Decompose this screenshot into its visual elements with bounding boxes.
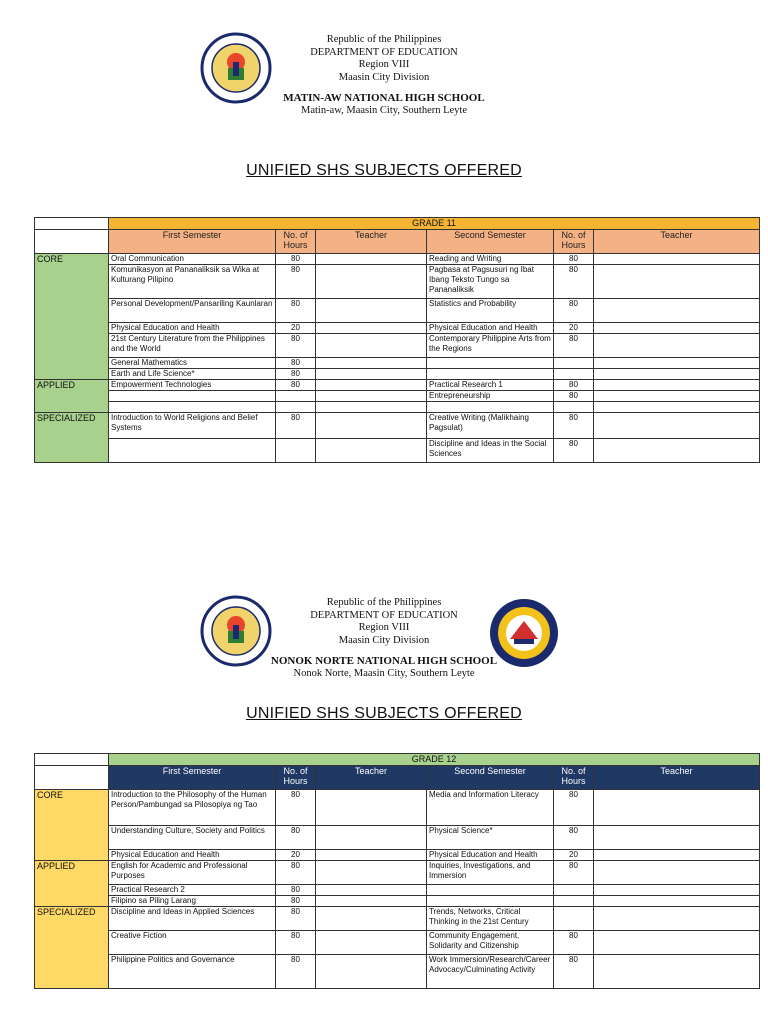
teacher-cell xyxy=(316,402,427,413)
empty-cell xyxy=(35,754,109,766)
second-sem-subject: Physical Education and Health xyxy=(427,850,554,861)
category-specialized: SPECIALIZED xyxy=(35,413,109,463)
first-sem-hours: 80 xyxy=(276,885,316,896)
table-row xyxy=(35,334,760,358)
first-sem-subject: Personal Development/Pansariling Kaunlaran xyxy=(109,299,276,323)
teacher-cell xyxy=(316,334,427,358)
teacher-cell xyxy=(316,391,427,402)
second-sem-hours xyxy=(554,907,594,931)
second-sem-hours: 80 xyxy=(554,254,594,265)
teacher-cell xyxy=(594,885,760,896)
teacher-cell xyxy=(594,299,760,323)
first-sem-subject: Understanding Culture, Society and Politics xyxy=(109,826,276,850)
first-sem-subject: Practical Research 2 xyxy=(109,885,276,896)
teacher-header: Teacher xyxy=(594,766,760,790)
category-core: CORE xyxy=(35,790,109,861)
second-sem-hours: 20 xyxy=(554,323,594,334)
second-sem-subject: Reading and Writing xyxy=(427,254,554,265)
first-sem-hours: 80 xyxy=(276,334,316,358)
first-sem-hours: 80 xyxy=(276,413,316,439)
table-row xyxy=(35,885,760,896)
second-sem-hours: 80 xyxy=(554,861,594,885)
first-sem-subject: Empowerment Technologies xyxy=(109,380,276,391)
first-sem-subject: Introduction to the Philosophy of the Human Person/Pambungad sa Pilosopiya ng Tao xyxy=(109,790,276,826)
second-semester-header: Second Semester xyxy=(427,230,554,254)
second-sem-hours: 80 xyxy=(554,391,594,402)
teacher-cell xyxy=(594,439,760,463)
school-name: MATIN-AW NATIONAL HIGH SCHOOL xyxy=(283,92,485,104)
grade-header: GRADE 12 xyxy=(109,754,760,766)
subjects-table xyxy=(34,753,760,989)
category-specialized: SPECIALIZED xyxy=(35,907,109,989)
teacher-cell xyxy=(316,380,427,391)
teacher-cell xyxy=(594,254,760,265)
teacher-cell xyxy=(594,265,760,299)
second-sem-subject: Statistics and Probability xyxy=(427,299,554,323)
first-sem-hours: 80 xyxy=(276,254,316,265)
teacher-cell xyxy=(316,265,427,299)
second-sem-hours: 80 xyxy=(554,380,594,391)
second-sem-subject: Creative Writing (Malikhaing Pagsulat) xyxy=(427,413,554,439)
table-row xyxy=(35,790,760,826)
second-sem-hours xyxy=(554,896,594,907)
first-sem-subject: Creative Fiction xyxy=(109,931,276,955)
second-sem-hours: 80 xyxy=(554,790,594,826)
region-line: Region VIII xyxy=(358,59,410,70)
school-address: Nonok Norte, Maasin City, Southern Leyte xyxy=(293,667,475,679)
second-sem-subject xyxy=(427,885,554,896)
table-row xyxy=(35,850,760,861)
table-row xyxy=(35,323,760,334)
second-sem-hours xyxy=(554,885,594,896)
hours-header: No. of Hours xyxy=(276,766,316,790)
first-sem-hours: 80 xyxy=(276,265,316,299)
grade-header: GRADE 11 xyxy=(109,218,760,230)
teacher-cell xyxy=(316,299,427,323)
table-row xyxy=(35,931,760,955)
first-sem-hours: 80 xyxy=(276,299,316,323)
teacher-cell xyxy=(316,358,427,369)
table-row xyxy=(35,254,760,265)
second-sem-subject xyxy=(427,369,554,380)
grade12-document xyxy=(0,585,768,974)
teacher-cell xyxy=(316,896,427,907)
teacher-cell xyxy=(316,413,427,439)
first-sem-hours: 80 xyxy=(276,955,316,989)
teacher-cell xyxy=(594,323,760,334)
table-row xyxy=(35,369,760,380)
first-sem-subject: 21st Century Literature from the Philippines and the World xyxy=(109,334,276,358)
teacher-cell xyxy=(594,861,760,885)
first-sem-subject: English for Academic and Professional Purposes xyxy=(109,861,276,885)
second-sem-subject: Media and Information Literacy xyxy=(427,790,554,826)
teacher-cell xyxy=(594,358,760,369)
letterhead xyxy=(0,0,768,130)
hours-header: No. of Hours xyxy=(276,230,316,254)
second-sem-hours xyxy=(554,402,594,413)
first-sem-subject: Physical Education and Health xyxy=(109,323,276,334)
teacher-cell xyxy=(316,790,427,826)
table-row xyxy=(35,402,760,413)
second-semester-header: Second Semester xyxy=(427,766,554,790)
teacher-cell xyxy=(594,931,760,955)
hours-header: No. of Hours xyxy=(554,766,594,790)
first-sem-subject: Physical Education and Health xyxy=(109,850,276,861)
grade11-document xyxy=(0,0,768,458)
letterhead xyxy=(0,585,768,715)
school-address: Matin-aw, Maasin City, Southern Leyte xyxy=(300,104,468,116)
empty-cell xyxy=(35,230,109,254)
school-seal-icon xyxy=(488,597,560,669)
republic-line: Republic of the Philippines xyxy=(326,597,442,608)
teacher-cell xyxy=(594,850,760,861)
second-sem-subject: Practical Research 1 xyxy=(427,380,554,391)
second-sem-subject xyxy=(427,402,554,413)
empty-cell xyxy=(35,766,109,790)
category-core: CORE xyxy=(35,254,109,380)
teacher-cell xyxy=(594,391,760,402)
table-row xyxy=(35,907,760,931)
category-applied: APPLIED xyxy=(35,861,109,907)
first-sem-subject xyxy=(109,402,276,413)
division-line: Maasin City Division xyxy=(338,71,430,83)
teacher-cell xyxy=(316,254,427,265)
table-row xyxy=(35,896,760,907)
first-sem-hours xyxy=(276,402,316,413)
second-sem-hours: 80 xyxy=(554,299,594,323)
first-sem-subject: Filipino sa Piling Larang xyxy=(109,896,276,907)
second-sem-subject: Trends, Networks, Critical Thinking in the 21st Century xyxy=(427,907,554,931)
subjects-table xyxy=(34,217,760,463)
republic-line: Republic of the Philippines xyxy=(326,34,442,45)
first-sem-subject: Earth and Life Science* xyxy=(109,369,276,380)
teacher-cell xyxy=(594,380,760,391)
second-sem-subject: Physical Science* xyxy=(427,826,554,850)
second-sem-subject: Community Engagement, Solidarity and Citizenship xyxy=(427,931,554,955)
first-sem-subject: General Mathematics xyxy=(109,358,276,369)
teacher-cell xyxy=(594,402,760,413)
teacher-cell xyxy=(316,931,427,955)
teacher-header: Teacher xyxy=(316,230,427,254)
first-sem-hours: 80 xyxy=(276,358,316,369)
first-sem-subject: Philippine Politics and Governance xyxy=(109,955,276,989)
teacher-header: Teacher xyxy=(316,766,427,790)
teacher-cell xyxy=(316,861,427,885)
first-semester-header: First Semester xyxy=(109,230,276,254)
first-sem-subject: Komunikasyon at Pananaliksik sa Wika at Kulturang Pilipino xyxy=(109,265,276,299)
teacher-cell xyxy=(594,334,760,358)
second-sem-hours: 80 xyxy=(554,334,594,358)
second-sem-hours: 80 xyxy=(554,826,594,850)
second-sem-subject: Work Immersion/Research/Career Advocacy/Culminating Activity xyxy=(427,955,554,989)
first-sem-subject: Oral Communication xyxy=(109,254,276,265)
first-sem-hours xyxy=(276,439,316,463)
table-row xyxy=(35,439,760,463)
first-sem-subject: Discipline and Ideas in Applied Sciences xyxy=(109,907,276,931)
first-sem-hours: 80 xyxy=(276,861,316,885)
teacher-cell xyxy=(316,907,427,931)
teacher-cell xyxy=(316,826,427,850)
department-line: DEPARTMENT OF EDUCATION xyxy=(310,46,458,58)
table-row xyxy=(35,299,760,323)
first-sem-subject xyxy=(109,439,276,463)
second-sem-hours: 80 xyxy=(554,955,594,989)
teacher-cell xyxy=(316,439,427,463)
second-sem-subject: Discipline and Ideas in the Social Sciences xyxy=(427,439,554,463)
table-row xyxy=(35,413,760,439)
first-sem-hours: 80 xyxy=(276,369,316,380)
first-sem-hours: 80 xyxy=(276,907,316,931)
first-sem-hours: 80 xyxy=(276,826,316,850)
first-sem-subject xyxy=(109,391,276,402)
second-sem-hours: 80 xyxy=(554,265,594,299)
page-title: UNIFIED SHS SUBJECTS OFFERED xyxy=(246,162,522,179)
second-sem-hours: 80 xyxy=(554,439,594,463)
first-sem-hours: 80 xyxy=(276,790,316,826)
second-sem-hours: 80 xyxy=(554,931,594,955)
table-row xyxy=(35,265,760,299)
table-row xyxy=(35,861,760,885)
teacher-cell xyxy=(594,896,760,907)
first-sem-hours: 80 xyxy=(276,896,316,907)
first-sem-hours: 20 xyxy=(276,323,316,334)
hours-header: No. of Hours xyxy=(554,230,594,254)
second-sem-hours xyxy=(554,358,594,369)
table-row xyxy=(35,826,760,850)
second-sem-subject: Pagbasa at Pagsusuri ng Ibat Ibang Teksto Tungo sa Pananaliksik xyxy=(427,265,554,299)
first-sem-hours: 80 xyxy=(276,931,316,955)
second-sem-hours xyxy=(554,369,594,380)
table-row xyxy=(35,955,760,989)
table-row xyxy=(35,391,760,402)
table-row xyxy=(35,358,760,369)
second-sem-hours: 80 xyxy=(554,413,594,439)
second-sem-subject: Contemporary Philippine Arts from the Regions xyxy=(427,334,554,358)
teacher-cell xyxy=(316,850,427,861)
region-line: Region VIII xyxy=(358,622,410,633)
teacher-cell xyxy=(316,885,427,896)
category-applied: APPLIED xyxy=(35,380,109,413)
teacher-cell xyxy=(594,413,760,439)
second-sem-subject: Inquiries, Investigations, and Immersion xyxy=(427,861,554,885)
teacher-cell xyxy=(594,955,760,989)
first-sem-hours: 80 xyxy=(276,380,316,391)
teacher-cell xyxy=(594,907,760,931)
teacher-cell xyxy=(594,826,760,850)
first-sem-hours: 20 xyxy=(276,850,316,861)
teacher-cell xyxy=(316,369,427,380)
empty-cell xyxy=(35,218,109,230)
second-sem-subject: Physical Education and Health xyxy=(427,323,554,334)
school-name: NONOK NORTE NATIONAL HIGH SCHOOL xyxy=(270,655,498,667)
table-row xyxy=(35,380,760,391)
first-semester-header: First Semester xyxy=(109,766,276,790)
department-line: DEPARTMENT OF EDUCATION xyxy=(310,609,458,621)
teacher-cell xyxy=(316,955,427,989)
teacher-cell xyxy=(594,369,760,380)
first-sem-hours xyxy=(276,391,316,402)
page-title: UNIFIED SHS SUBJECTS OFFERED xyxy=(246,705,522,722)
teacher-header: Teacher xyxy=(594,230,760,254)
second-sem-subject xyxy=(427,358,554,369)
teacher-cell xyxy=(594,790,760,826)
teacher-cell xyxy=(316,323,427,334)
second-sem-subject: Entrepreneurship xyxy=(427,391,554,402)
letterhead-text xyxy=(234,34,534,117)
second-sem-hours: 20 xyxy=(554,850,594,861)
division-line: Maasin City Division xyxy=(338,634,430,646)
second-sem-subject xyxy=(427,896,554,907)
first-sem-subject: Introduction to World Religions and Belief Systems xyxy=(109,413,276,439)
